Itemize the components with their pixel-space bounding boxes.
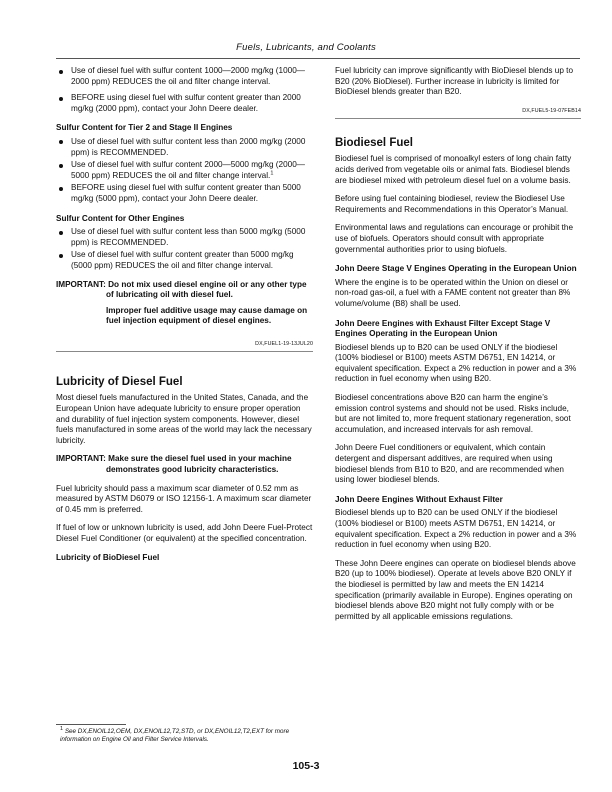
doc-reference: DX,FUEL5-19-07FEB14 (522, 107, 581, 114)
other-engines-heading: Sulfur Content for Other Engines (56, 213, 185, 223)
other-engines-bullets (56, 227, 313, 271)
important-notice-lubricity: IMPORTANT: Make sure the diesel fuel used in your machine demonstrates good lubricity characteristics. (56, 454, 292, 475)
running-header: Fuels, Lubricants, and Coolants (236, 42, 376, 53)
paragraph: Where the engine is to be operated within the Union on diesel or non-road gas-oil, a fuel with a FAME content not greater than 8% volume/volume (B8) shall be used. (335, 277, 571, 308)
paragraph: Biodiesel fuel is comprised of monoalkyl esters of long chain fatty acids derived from vegetable oils or animal fats. Biodiesel blends are biodiesel mixed with petroleum diesel fuel on a volume basis. (335, 154, 572, 185)
footnote-text: See DX,ENOIL12,OEM, DX,ENOIL12,T2,STD, or DX,ENOIL12,T2,EXT for more information on Engine Oil and Filter Service Intervals. (60, 728, 290, 743)
header-rule (56, 58, 580, 59)
paragraph: Before using fuel containing biodiesel, review the Biodiesel Use Requirements and Recommendations in this Operator’s Manual. (335, 194, 569, 214)
list-item: BEFORE using diesel fuel with sulfur content greater than 2000 mg/kg (2000 ppm), contact your John Deere dealer. (56, 93, 313, 114)
footnote-mark: 1 (60, 725, 64, 732)
section-title-lubricity: Lubricity of Diesel Fuel (56, 376, 183, 389)
paragraph: Biodiesel blends up to B20 can be used ONLY if the biodiesel (100% biodiesel or B100) meets ASTM D6751, EN 14214, or equivalent specification. Expect a 2% reduction in power and a 3% reduction in fuel economy when using B20. (335, 342, 577, 384)
paragraph: Environmental laws and regulations can encourage or prohibit the use of biofuels. Operators should consult with appropriate governmental authorities prior to using biofuels. (335, 223, 574, 254)
biodiesel-lubricity-heading: Lubricity of BioDiesel Fuel (56, 552, 160, 562)
paragraph: Fuel lubricity should pass a maximum scar diameter of 0.52 mm as measured by ASTM D6079 or ISO 12156-1. A maximum scar diameter of 0.45 mm is preferred. (56, 483, 312, 514)
paragraph: Biodiesel blends up to B20 can be used ONLY if the biodiesel (100% biodiesel or B100) meets ASTM D6751, EN 14214, or equivalent specification. Expect a 2% reduction in power and a 3% reduction in fuel economy when using B20. (335, 508, 577, 550)
list-item: Use of diesel fuel with sulfur content less than 5000 mg/kg (5000 ppm) is RECOMMENDED. (56, 227, 313, 248)
stage-v-heading: John Deere Stage V Engines Operating in the European Union (335, 264, 577, 274)
paragraph: These John Deere engines can operate on biodiesel blends above B20 (up to 100% biodiesel). Operate at levels above B20 ONLY if the biodiesel is permitted by law and meets the EN 14214 specification (primarily available in Europe). Engines operating on biodiesel blends above B20 might not fully comply with or be permitted by all applicable emissions regulations. (335, 558, 576, 621)
footnote-rule (56, 724, 126, 725)
left-column (56, 66, 313, 566)
paragraph: John Deere Fuel conditioners or equivalent, which contain detergent and dispersant additives, are required when using biodiesel blends from B10 to B20, and are recommended when using lower biodiesel blends. (335, 443, 564, 485)
sulfur-bullets-top (56, 66, 313, 114)
footnote-ref: 1 (270, 170, 274, 177)
doc-reference: DX,FUEL1-19-13JUL20 (255, 340, 313, 347)
list-item: BEFORE using diesel fuel with sulfur content greater than 5000 mg/kg (5000 ppm), contact your John Deere dealer. (56, 183, 313, 204)
paragraph: If fuel of low or unknown lubricity is used, add John Deere Fuel-Protect Diesel Fuel Conditioner (or equivalent) at the specified concentration. (56, 523, 313, 543)
no-exhaust-filter-heading: John Deere Engines Without Exhaust Filter (335, 494, 503, 504)
paragraph: Most diesel fuels manufactured in the United States, Canada, and the European Union have adequate lubricity to ensure proper operation and durability of fuel injection system components. However, diesel fuels manufactured in some areas of the world may lack the necessary lubricity. (56, 393, 312, 445)
exhaust-filter-heading: John Deere Engines with Exhaust Filter Except Stage V Engines Operating in the European Union (335, 318, 551, 339)
list-item-text: Use of diesel fuel with sulfur content 2000—5000 mg/kg (2000—5000 ppm) REDUCES the oil and filter change interval. (71, 160, 305, 180)
list-item: Use of diesel fuel with sulfur content greater than 5000 mg/kg (5000 ppm) REDUCES the oil and filter change interval. (56, 250, 313, 271)
footnote (60, 725, 320, 744)
page-number: 105-3 (292, 760, 320, 772)
list-item: Use of diesel fuel with sulfur content less than 2000 mg/kg (2000 ppm) is RECOMMENDED. (56, 137, 313, 158)
important-notice-mixing: IMPORTANT: Do not mix used diesel engine oil or any other type of lubricating oil with diesel fuel. (56, 279, 307, 300)
section-title-biodiesel: Biodiesel Fuel (335, 137, 413, 150)
paragraph: Biodiesel concentrations above B20 can harm the engine’s emission control systems and should not be used. Risks include, but are not limited to, more frequent stationary regeneration, soot accumulation, and increased intervals for ash removal. (335, 393, 571, 434)
tier2-bullets (56, 137, 313, 205)
important-note-additive: Improper fuel additive usage may cause damage on fuel injection equipment of diesel engines. (106, 305, 308, 326)
right-column (335, 66, 581, 630)
tier2-heading: Sulfur Content for Tier 2 and Stage II Engines (56, 123, 233, 133)
list-item: Use of diesel fuel with sulfur content 1000—2000 mg/kg (1000—2000 ppm) REDUCES the oil and filter change interval. (56, 66, 313, 87)
paragraph: Fuel lubricity can improve significantly with BioDiesel blends up to B20 (20% BioDiesel). Further increase in lubricity is limited for BioDiesel blends greater than B20. (335, 66, 574, 97)
list-item (56, 160, 313, 181)
